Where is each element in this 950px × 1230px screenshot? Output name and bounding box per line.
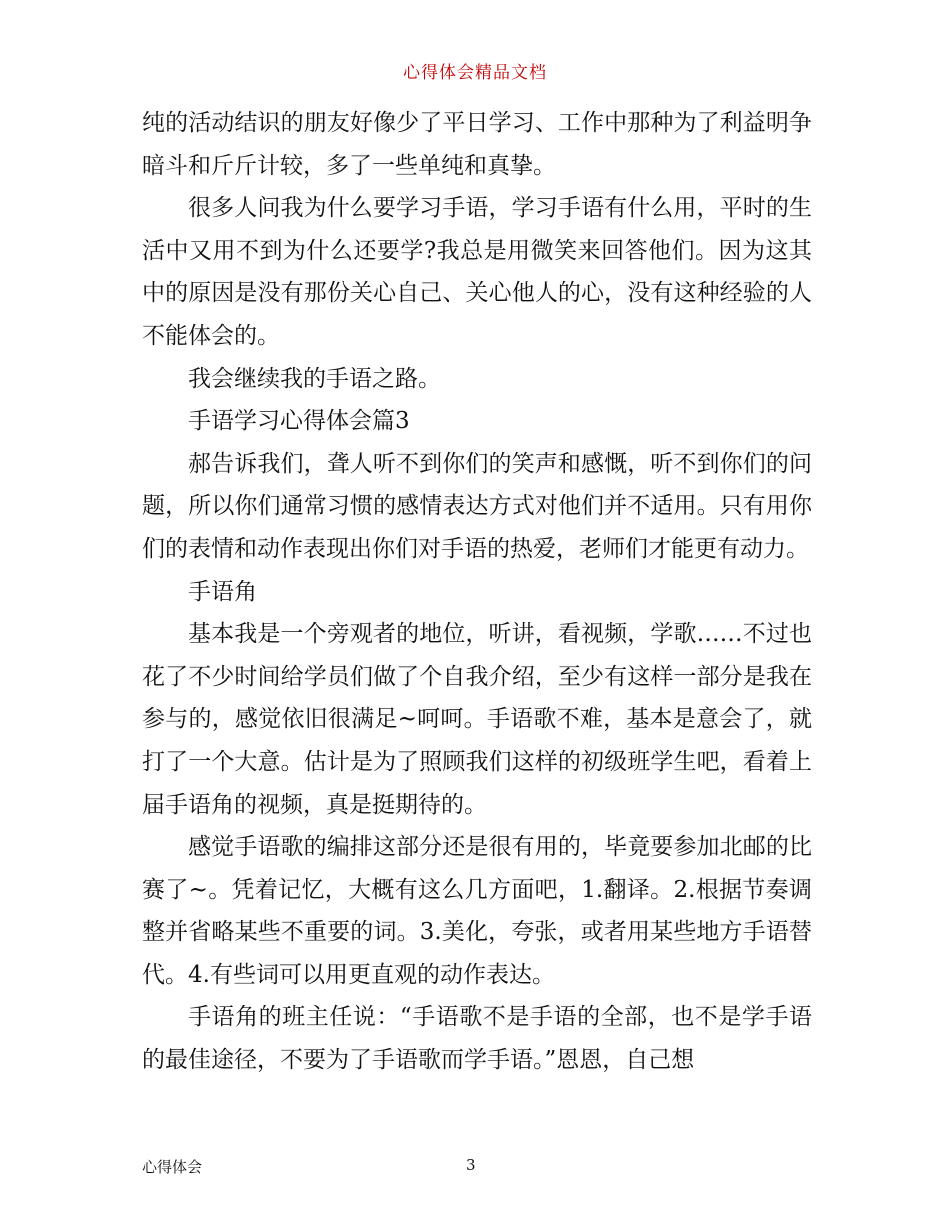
paragraph: 郝告诉我们，聋人听不到你们的笑声和感慨，听不到你们的问题，所以你们通常习惯的感情表达方式对他们并不适用。只有用你们的表情和动作表现出你们对手语的热爱，老师们才能更有动力。 — [142, 450, 812, 562]
paragraph: 手语角的班主任说：“手语歌不是手语的全部，也不是学手语的最佳途径，不要为了手语歌而学手语。”恩恩，自己想 — [142, 1004, 812, 1074]
section-heading: 手语学习心得体会篇3 — [188, 408, 410, 435]
page-number: 3 — [466, 1156, 476, 1174]
paragraph: 我会继续我的手语之路。 — [188, 365, 441, 392]
footer-label: 心得体会 — [142, 1158, 203, 1176]
section-heading: 手语角 — [188, 578, 257, 605]
paragraph: 感觉手语歌的编排这部分还是很有用的，毕竟要参加北邮的比赛了~。凭着记忆，大概有这么几方面吧，1.翻译。2.根据节奏调整并省略某些不重要的词。3.美化，夸张，或者用某些地方手语替代。4.有些词可以用更直观的动作表达。 — [142, 834, 812, 988]
paragraph: 很多人问我为什么要学习手语，学习手语有什么用，平时的生活中又用不到为什么还要学?我总是用微笑来回答他们。因为这其中的原因是没有那份关心自己、关心他人的心，没有这种经验的人不能体会的。 — [142, 195, 812, 349]
page-header-title: 心得体会精品文档 — [403, 63, 547, 83]
paragraph: 基本我是一个旁观者的地位，听讲，看视频，学歌……不过也花了不少时间给学员们做了个自我介绍，至少有这样一部分是我在参与的，感觉依旧很满足~呵呵。手语歌不难，基本是意会了，就打了一个大意。估计是为了照顾我们这样的初级班学生吧，看着上届手语角的视频，真是挺期待的。 — [142, 621, 812, 818]
paragraph-continuation: 纯的活动结识的朋友好像少了平日学习、工作中那种为了利益明争暗斗和斤斤计较，多了一些单纯和真挚。 — [142, 110, 812, 179]
document-body — [142, 102, 812, 1082]
